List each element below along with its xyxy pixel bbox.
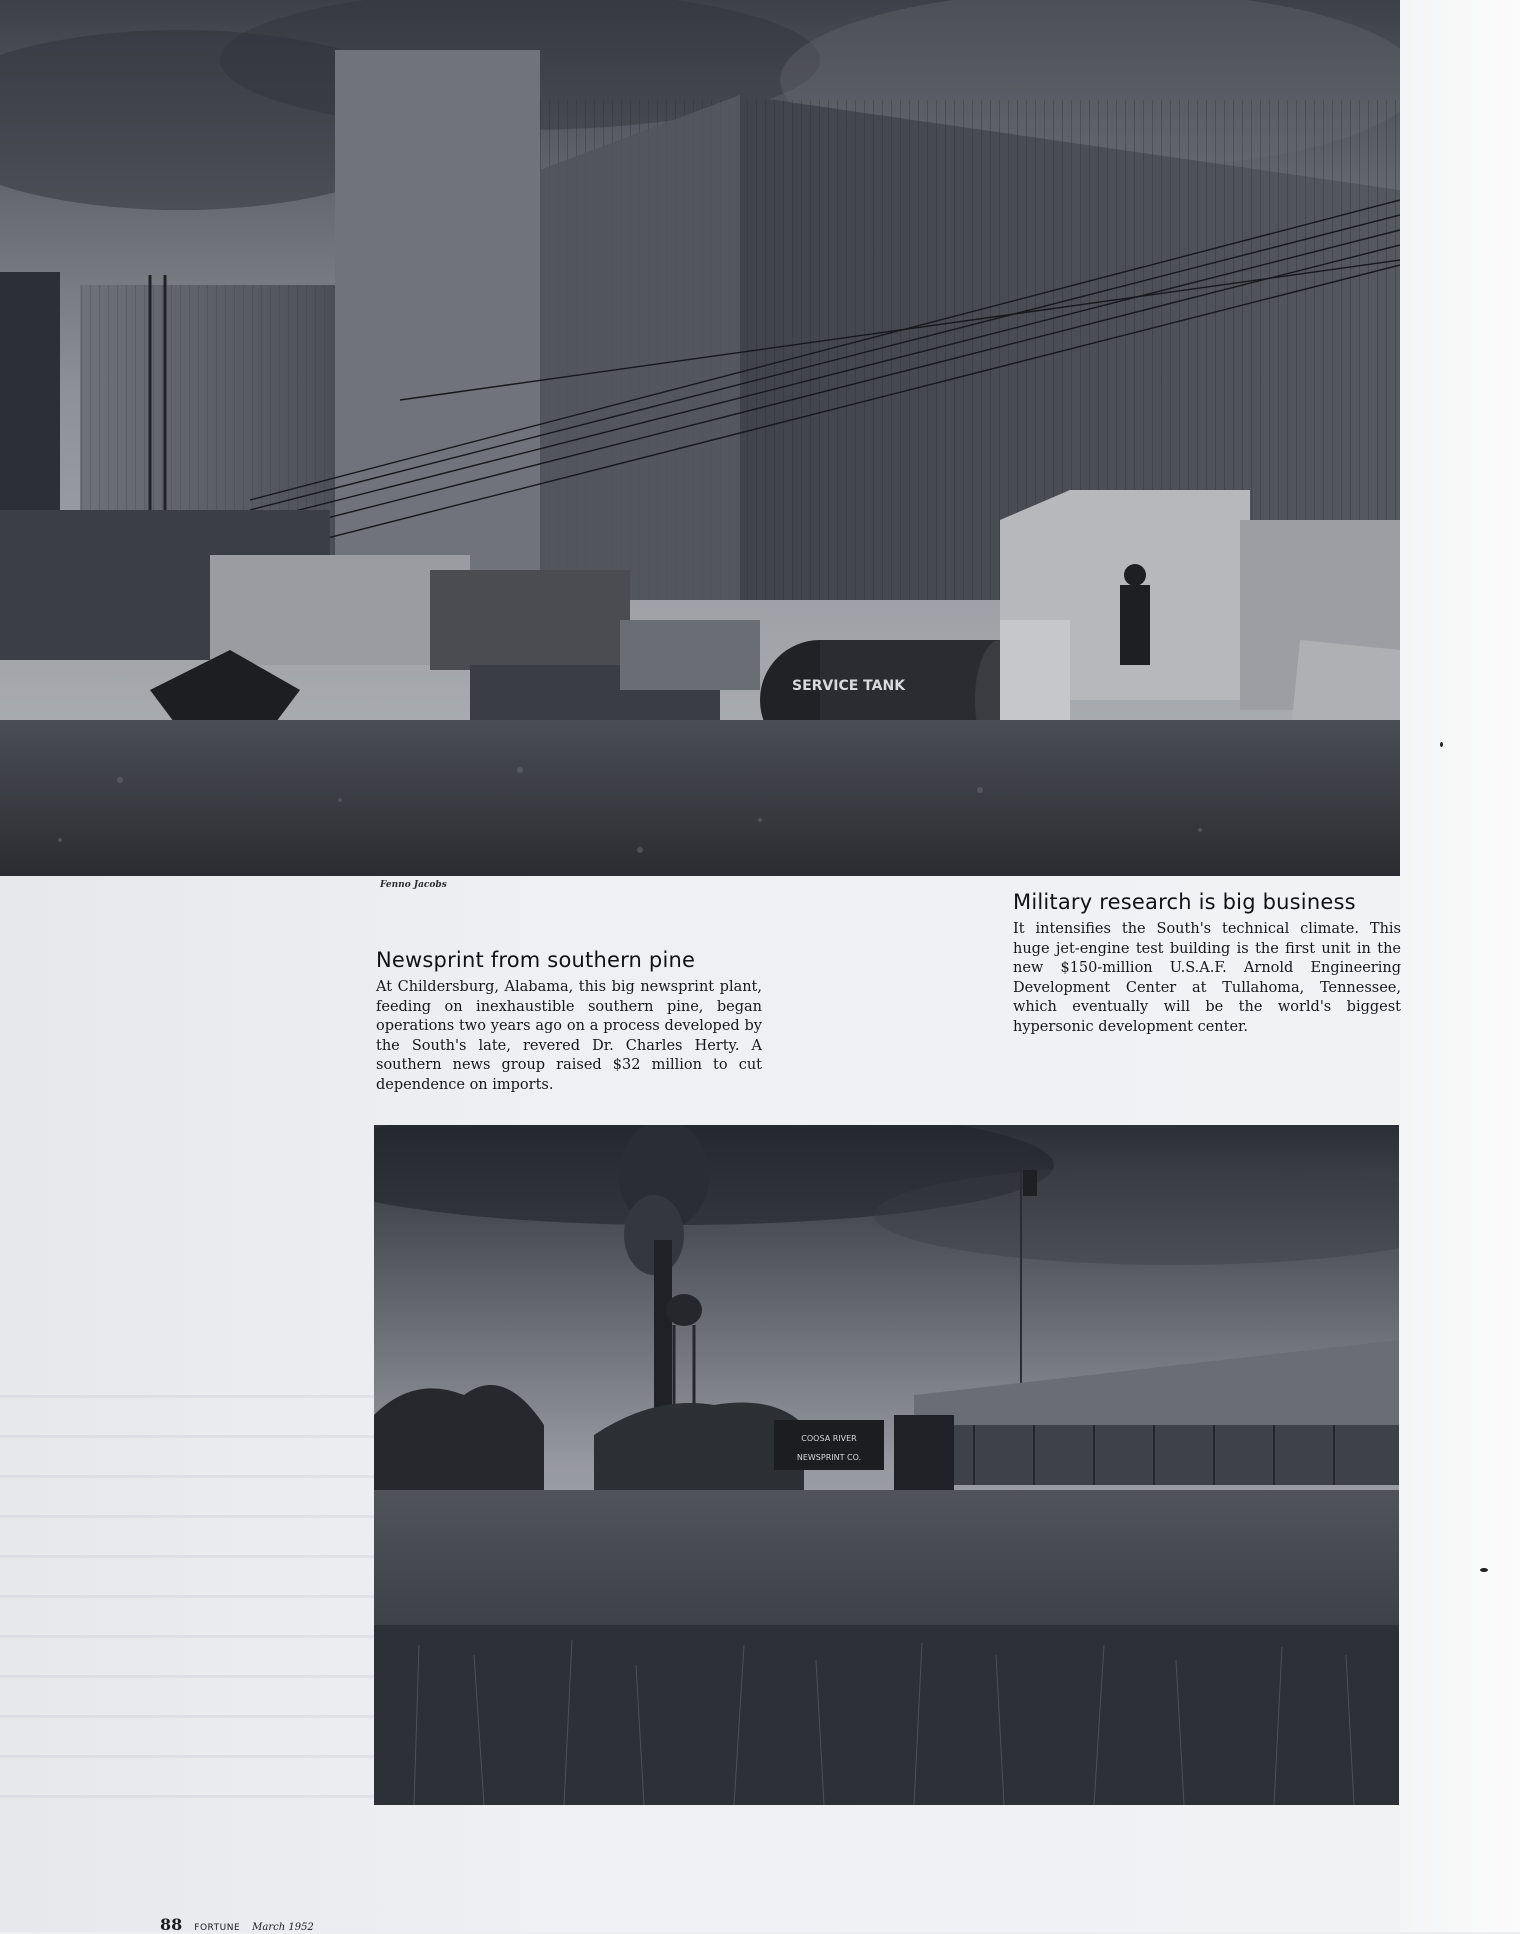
jet-engine-building-photo bbox=[0, 0, 1400, 876]
sign-line-2: NEWSPRINT CO. bbox=[796, 1453, 862, 1462]
page-footer bbox=[160, 1915, 314, 1934]
magazine-name: FORTUNE bbox=[194, 1923, 241, 1933]
speck bbox=[1440, 742, 1443, 747]
speck bbox=[1480, 1568, 1488, 1572]
caption-body: At Childersburg, Alabama, this big newsprint plant, feeding on inexhaustible southern pine, began operations two years ago on a process developed by the South's late, revered Dr. Charles Herty. A southern news group raised $32 million to cut dependence on imports. bbox=[376, 979, 762, 1093]
page-number: 88 bbox=[160, 1915, 183, 1934]
sign-line-1: COOSA RIVER bbox=[801, 1434, 857, 1443]
photo-credit: Fenno Jacobs bbox=[380, 880, 447, 890]
caption-heading: Newsprint from southern pine bbox=[376, 948, 696, 972]
caption-body: It intensifies the South's technical climate. This huge jet-engine test building is the first unit in the new $150-million U.S.A.F. Arnold Engineering Development Center at Tullahoma, Tennessee, which eventually will be the world's biggest hypersonic development center. bbox=[1013, 921, 1401, 1035]
caption-heading: Military research is big business bbox=[1013, 890, 1356, 914]
issue-date: March 1952 bbox=[252, 1922, 314, 1933]
page-margin bbox=[1400, 0, 1520, 1932]
show-through-text bbox=[0, 1395, 374, 1815]
tank-lettering: SERVICE TANK bbox=[792, 678, 906, 694]
caption-military-research bbox=[1013, 890, 1401, 1038]
caption-newsprint bbox=[376, 948, 762, 1096]
newsprint-plant-photo bbox=[374, 1125, 1399, 1805]
